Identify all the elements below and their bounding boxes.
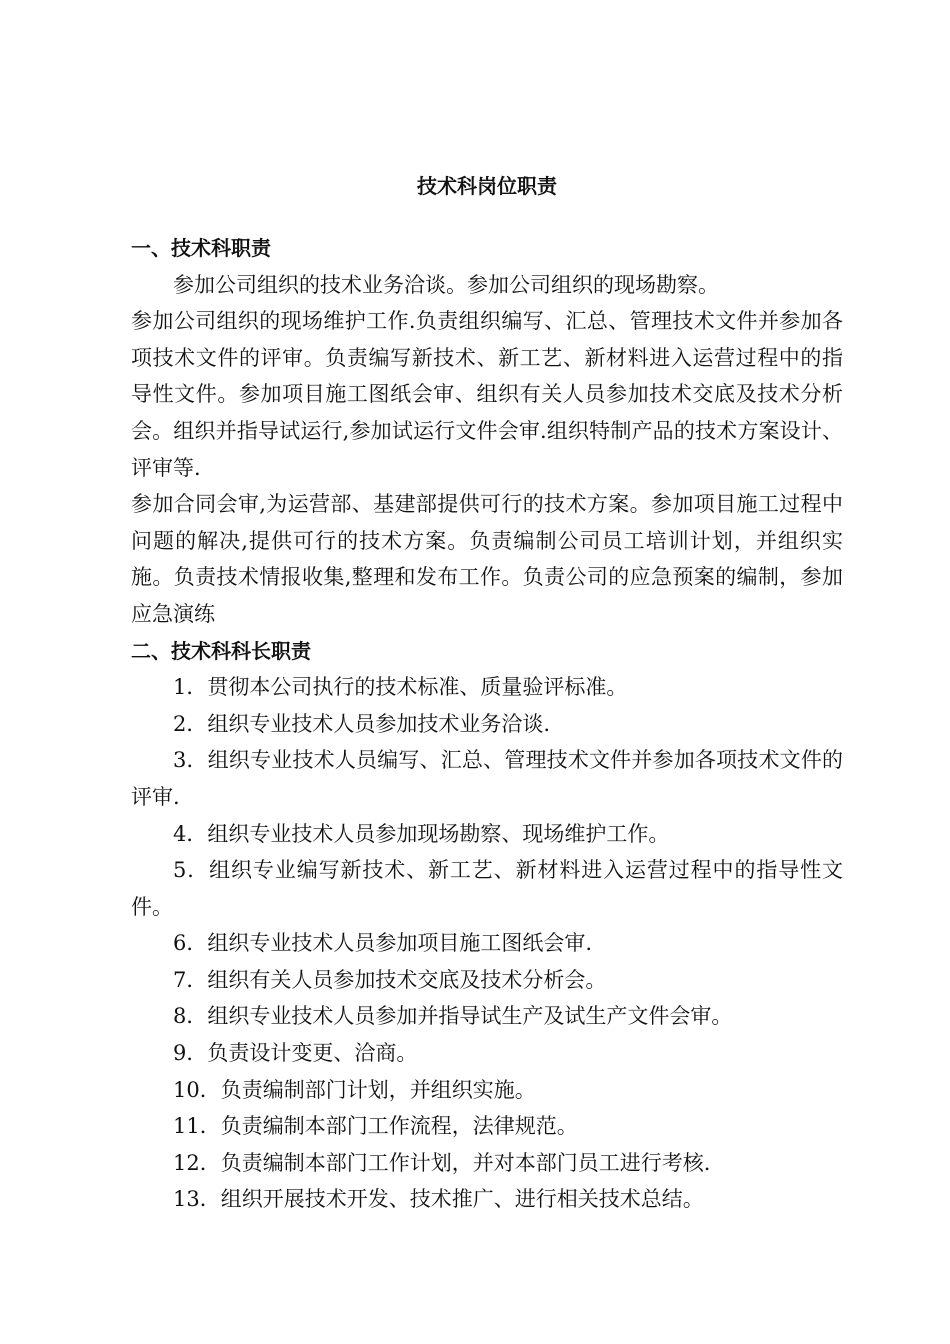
list-item: 13．组织开展技术开发、技术推广、进行相关技术总结。 [173,1187,704,1212]
paragraph: 参加公司组织的现场维护工作.负责组织编写、汇总、管理技术文件并参加各项技术文件的评审。负责编写新技术、新工艺、新材料进入运营过程中的指导性文件。参加项目施工图纸会审、组织有关人员参加技术交底及技术分析会。组织并指导试运行,参加试运行文件会审.组织特制产品的技术方案设计、评审等. [131,309,843,480]
list-item: 11．负责编制本部门工作流程，法律规范。 [173,1114,578,1139]
list-item: 2．组织专业技术人员参加技术业务洽谈. [173,711,551,736]
list-item: 7．组织有关人员参加技术交底及技术分析会。 [173,967,607,992]
list-item: 10．负责编制部门计划，并组织实施。 [173,1077,536,1102]
list-item: 6．组织专业技术人员参加项目施工图纸会审. [173,931,593,956]
section-heading: 二、技术科科长职责 [131,638,311,663]
paragraph: 参加公司组织的技术业务洽谈。参加公司组织的现场勘察。 [173,272,719,297]
list-item: 4．组织专业技术人员参加现场勘察、现场维护工作。 [173,821,670,846]
list-item: 12．负责编制本部门工作计划，并对本部门员工进行考核. [173,1150,711,1175]
section-department-duties [131,230,843,633]
list-item: 8．组织专业技术人员参加并指导试生产及试生产文件会审。 [173,1004,733,1029]
list-item: 5．组织专业编写新技术、新工艺、新材料进入运营过程中的指导性文件。 [131,858,843,919]
list-item: 1．贯彻本公司执行的技术标准、质量验评标准。 [173,675,628,700]
list-item: 9．负责设计变更、洽商。 [173,1041,418,1066]
document-body [131,168,843,1218]
page-title: 技术科岗位职责 [417,174,557,198]
section-chief-duties [131,633,843,1219]
list-item: 3．组织专业技术人员编写、汇总、管理技术文件并参加各项技术文件的评审. [131,748,843,809]
paragraph: 参加合同会审,为运营部、基建部提供可行的技术方案。参加项目施工过程中问题的解决,提供可行的技术方案。负责编制公司员工培训计划，并组织实施。负责技术情报收集,整理和发布工作。负责公司的应急预案的编制，参加应急演练 [131,492,843,626]
section-heading: 一、技术科职责 [131,236,271,260]
